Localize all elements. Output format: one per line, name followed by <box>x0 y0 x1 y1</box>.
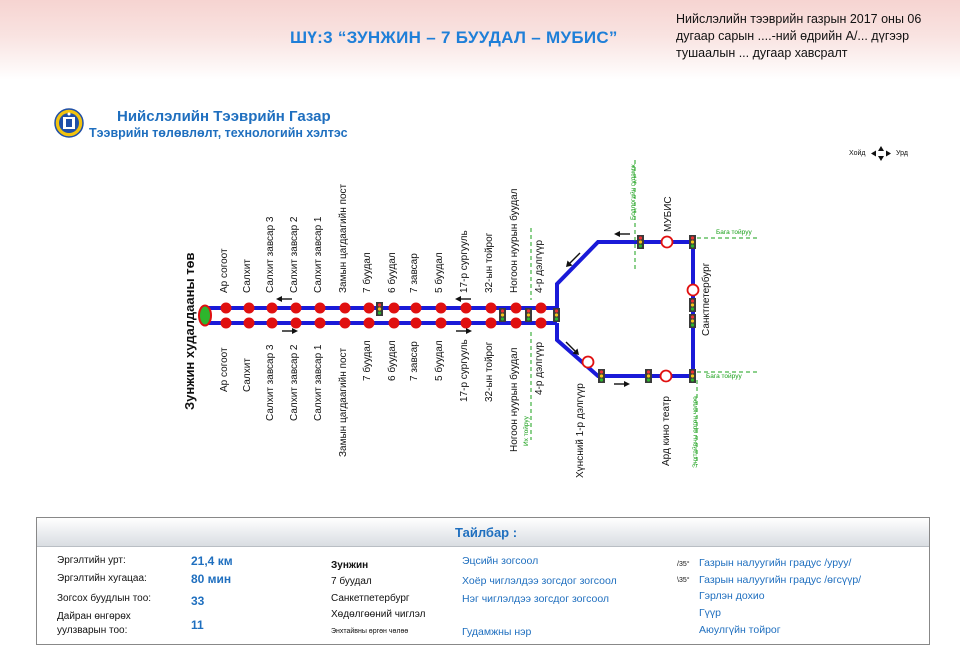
stop-label-top: Замын цагдаагийн пост <box>338 183 349 293</box>
legend-symbol-label: 7 буудал <box>331 576 372 587</box>
legend-box <box>36 517 930 645</box>
stop-top <box>364 303 375 314</box>
stop-bottom <box>315 318 326 329</box>
stop-top <box>244 303 255 314</box>
stop-mubis <box>662 237 673 248</box>
route-title: ШҮ:3 “ЗУНЖИН – 7 БУУДАЛ – МУБИС” <box>290 28 618 47</box>
stop-label-ard: Ард кино театр <box>661 396 672 466</box>
stop-bottom <box>340 318 351 329</box>
traffic-light-icon <box>637 235 644 249</box>
stop-label-bottom: 17-р сургууль <box>459 339 470 402</box>
stop-top <box>411 303 422 314</box>
stop-label-mubis: МУБИС <box>663 196 674 232</box>
street-label-baga-toiruu-top: Бага тойруу <box>716 229 752 236</box>
legend-stat-label: Зогсох буудлын тоо: <box>57 593 152 604</box>
stop-label-top: 4-р дэлгүүр <box>534 239 545 293</box>
stop-bottom <box>221 318 232 329</box>
traffic-light-icon <box>525 308 532 322</box>
stop-label-top: 17-р сургууль <box>459 230 470 293</box>
legend-stat-label: Эргэлтийн урт: <box>57 555 126 566</box>
terminal-label: Зунжин худалдааны төв <box>182 252 197 410</box>
stop-sankt <box>688 285 699 296</box>
legend-stat-label: Эргэлтийн хугацаа: <box>57 573 147 584</box>
stop-bottom <box>511 318 522 329</box>
stop-top <box>511 303 522 314</box>
stop-label-bottom: 7 буудал <box>362 340 373 381</box>
legend-symbol-label: Зунжин <box>331 560 369 571</box>
stop-bottom <box>244 318 255 329</box>
stop-label-top: Салхит завсар 2 <box>289 216 300 293</box>
legend-right-item: Газрын налуугийн градус /уруу/ <box>699 557 852 569</box>
compass-right-label: Урд <box>896 150 908 157</box>
stop-label-bottom: Замын цагдаагийн пост <box>338 347 349 457</box>
legend-stat-label: Дайран өнгөрөх уулзварын тоо: <box>57 611 131 636</box>
legend-stop-type: Нэг чиглэлдээ зогсдог зогсоол <box>462 593 610 605</box>
legend-stat-value: 80 мин <box>191 572 232 586</box>
organization-name: Нийслэлийн Тээврийн Газар <box>117 108 331 125</box>
stop-label-sankt: Санктпетербург <box>701 262 712 336</box>
traffic-light-icon <box>553 308 560 322</box>
legend-symbol-label: Энхтайвны өргөн чөлөө <box>331 628 409 635</box>
stop-label-bottom: 4-р дэлгүүр <box>534 341 545 395</box>
stop-label-bottom: Ар согоот <box>219 347 230 392</box>
legend-right-item: Аюулгүйн тойрог <box>699 624 781 636</box>
compass-icon <box>871 146 891 161</box>
legend-grade-sample: /35° <box>677 561 690 568</box>
stop-label-top: Салхит завсар 3 <box>265 216 276 293</box>
legend-stop-type: Эцсийн зогсоол <box>462 555 539 567</box>
traffic-light-icon <box>645 369 652 383</box>
stop-bottom <box>411 318 422 329</box>
traffic-light-icon <box>499 308 506 322</box>
stop-label-bottom: Салхит завсар 2 <box>289 344 300 421</box>
stop-top <box>221 303 232 314</box>
stop-label-top: Салхит <box>242 259 253 293</box>
legend-stat-value: 21,4 км <box>191 554 233 568</box>
stop-top <box>461 303 472 314</box>
stop-label-top: Ногоон нуурын буудал <box>509 188 520 293</box>
street-label-baga-toiruu-bottom: Бага тойруу <box>706 373 742 380</box>
stop-top <box>267 303 278 314</box>
legend-header <box>37 518 929 547</box>
legend-right-item: Гэрлэн дохио <box>699 590 765 602</box>
legend-stop-type: Хоёр чиглэлдээ зогсдог зогсоол <box>462 575 617 587</box>
stop-label-top: 7 завсар <box>409 253 420 293</box>
traffic-light-icon <box>598 369 605 383</box>
stop-bottom <box>461 318 472 329</box>
stop-bottom <box>267 318 278 329</box>
stop-label-top: Салхит завсар 1 <box>313 216 324 293</box>
stop-top <box>315 303 326 314</box>
street-label-ih-toiruu: Их тойруу <box>523 416 530 446</box>
stop-label-bottom: Ногоон нуурын буудал <box>509 347 520 452</box>
stop-label-bottom: Салхит <box>242 358 253 392</box>
legend-stat-value: 33 <box>191 594 205 608</box>
legend-right-item: Гүүр <box>699 607 722 619</box>
stop-label-top: 6 буудал <box>387 252 398 293</box>
route-loop <box>557 242 693 376</box>
order-text-line-2: дугаар сарын ....-ний өдрийн А/... дүгээр <box>676 29 910 43</box>
traffic-light-icon <box>376 302 383 316</box>
stop-top <box>536 303 547 314</box>
stop-label-bottom: Салхит завсар 1 <box>313 344 324 421</box>
organization-department: Тээврийн төлөвлөлт, технологийн хэлтэс <box>89 126 348 140</box>
legend-symbol-label: Санкетпетербург <box>331 593 410 604</box>
stop-label-bottom: Салхит завсар 3 <box>265 344 276 421</box>
street-label-bodlogiin: Бодлогийн гудамж <box>630 164 637 220</box>
stop-top <box>291 303 302 314</box>
stop-label-khunsnii: Хүнсний 1-р дэлгүүр <box>575 383 586 478</box>
stop-label-top: 7 буудал <box>362 252 373 293</box>
order-text-line-1: Нийслэлийн тээврийн газрын 2017 оны 06 <box>676 12 922 26</box>
stop-bottom <box>389 318 400 329</box>
stop-top <box>389 303 400 314</box>
legend-grade-sample: \35° <box>677 577 690 584</box>
stop-label-bottom: 6 буудал <box>387 340 398 381</box>
stop-label-top: 32-ын тойрог <box>484 232 495 293</box>
legend-title: Тайлбар : <box>455 525 518 540</box>
legend-stop-type: Гудамжны нэр <box>462 626 532 638</box>
traffic-light-icon <box>689 235 696 249</box>
street-label-enkhtaivan: Энхтайвны өргөн чөлөө <box>692 396 699 468</box>
stop-bottom <box>364 318 375 329</box>
traffic-light-icon <box>689 314 696 328</box>
stop-bottom <box>536 318 547 329</box>
legend-stat-value: 11 <box>191 618 204 632</box>
stop-ard <box>661 371 672 382</box>
compass-left-label: Хойд <box>849 150 866 157</box>
stop-bottom <box>291 318 302 329</box>
stop-label-top: 5 буудал <box>434 252 445 293</box>
terminal-marker <box>199 306 211 326</box>
stop-khunsnii <box>583 357 594 368</box>
stop-bottom <box>436 318 447 329</box>
stop-top <box>436 303 447 314</box>
stop-label-bottom: 5 буудал <box>434 340 445 381</box>
traffic-light-icon <box>689 298 696 312</box>
traffic-light-icon <box>689 369 696 383</box>
stop-top <box>486 303 497 314</box>
stop-label-top: Ар согоот <box>219 248 230 293</box>
stop-label-bottom: 7 завсар <box>409 341 420 381</box>
stop-bottom <box>486 318 497 329</box>
stop-top <box>340 303 351 314</box>
legend-symbol-label: Хөдөлгөөний чиглэл <box>331 609 426 620</box>
stop-label-bottom: 32-ын тойрог <box>484 341 495 402</box>
order-text-line-3: тушаалын ... дугаар хавсралт <box>676 46 848 60</box>
legend-right-item: Газрын налуугийн градус /өгсүүр/ <box>699 574 862 586</box>
